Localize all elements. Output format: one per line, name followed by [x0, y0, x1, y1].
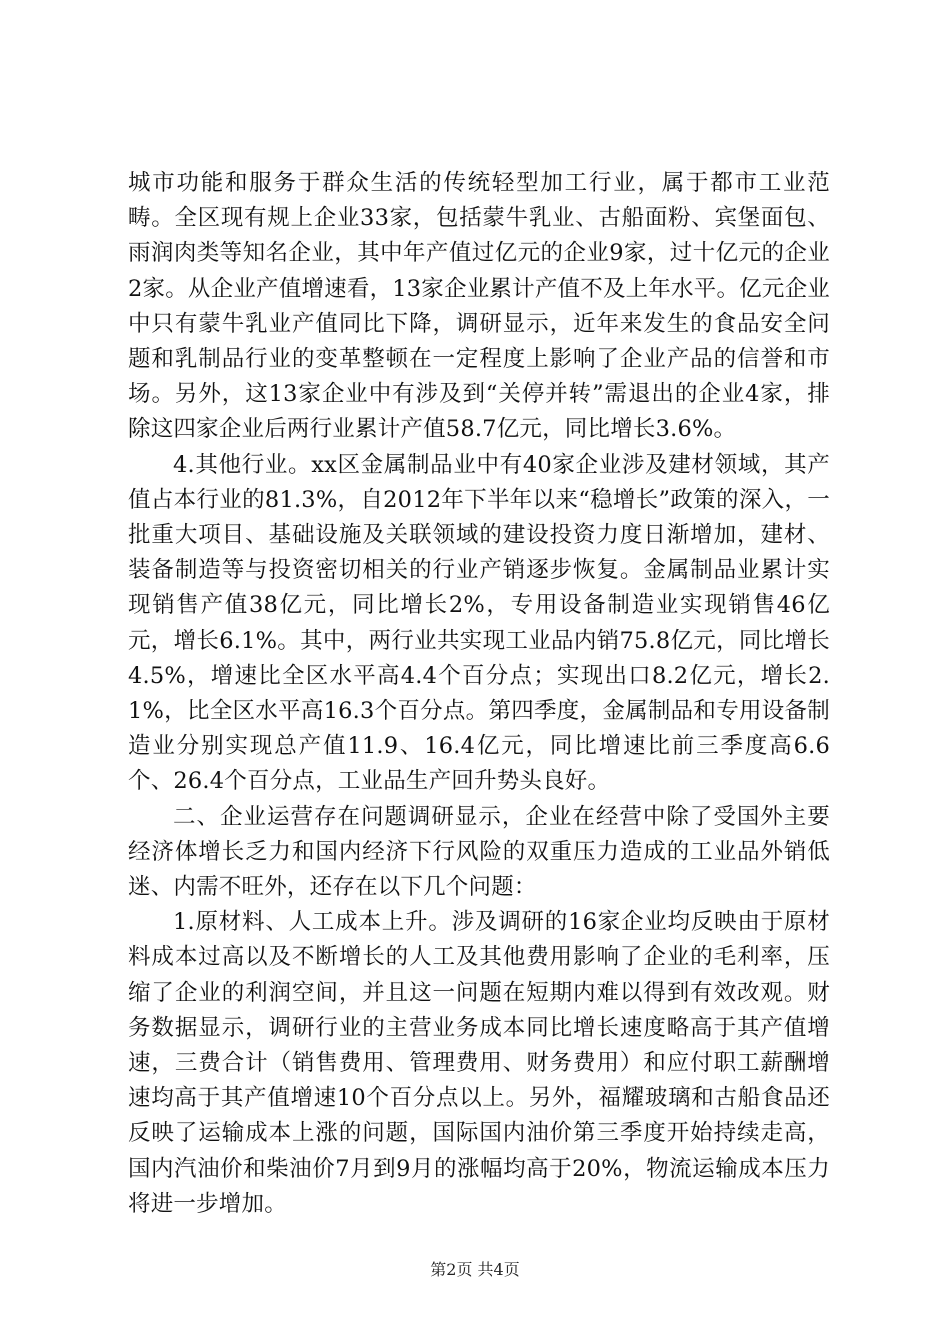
paragraph-cost-rising: 1.原材料、人工成本上升。涉及调研的16家企业均反映由于原材料成本过高以及不断增长的人工及其他费用影响了企业的毛利率，压缩了企业的利润空间，并且这一问题在短期内难以得到有效改观。财务数据显示，调研行业的主营业务成本同比增长速度略高于其产值增速，三费合计（销售费用、管理费用、财务费用）和应付职工薪酬增速均高于其产值增速10个百分点以上。另外，福耀玻璃和古船食品还反映了运输成本上涨的问题，国际国内油价第三季度开始持续走高，国内汽油价和柴油价7月到9月的涨幅均高于20%，物流运输成本压力将进一步增加。 [128, 909, 830, 1217]
paragraph-other-industries: 4.其他行业。xx区金属制品业中有40家企业涉及建材领域，其产值占本行业的81.3%，自2012年下半年以来“稳增长”政策的深入，一批重大项目、基础设施及关联领域的建设投资力度日渐增加，建材、装备制造等与投资密切相关的行业产销逐步恢复。金属制品业累计实现销售产值38亿元，同比增长2%，专用设备制造业实现销售46亿元，增长6.1%。其中，两行业共实现工业品内销75.8亿元，同比增长4.5%，增速比全区水平高4.4个百分点；实现出口8.2亿元，增长2.1%，比全区水平高16.3个百分点。第四季度，金属制品和专用设备制造业分别实现总产值11.9、16.4亿元，同比增速比前三季度高6.6个、26.4个百分点，工业品生产回升势头良好。 [128, 451, 830, 795]
paragraph-continuation: 城市功能和服务于群众生活的传统轻型加工行业，属于都市工业范畴。全区现有规上企业33家，包括蒙牛乳业、古船面粉、宾堡面包、雨润肉类等知名企业，其中年产值过亿元的企业9家，过十亿元的企业2家。从企业产值增速看，13家企业累计产值不及上年水平。亿元企业中只有蒙牛乳业产值同比下降，调研显示，近年来发生的食品安全问题和乳制品行业的变革整顿在一定程度上影响了企业产品的信誉和市场。另外，这13家企业中有涉及到“关停并转”需退出的企业4家，排除这四家企业后两行业累计产值58.7亿元，同比增长3.6%。 [128, 170, 830, 443]
paragraph-section-two-heading: 二、企业运营存在问题调研显示，企业在经营中除了受国外主要经济体增长乏力和国内经济下行风险的双重压力造成的工业品外销低迷、内需不旺外，还存在以下几个问题： [128, 803, 830, 901]
document-body [128, 166, 830, 1222]
page-footer: 第2页 共4页 [430, 1260, 520, 1279]
